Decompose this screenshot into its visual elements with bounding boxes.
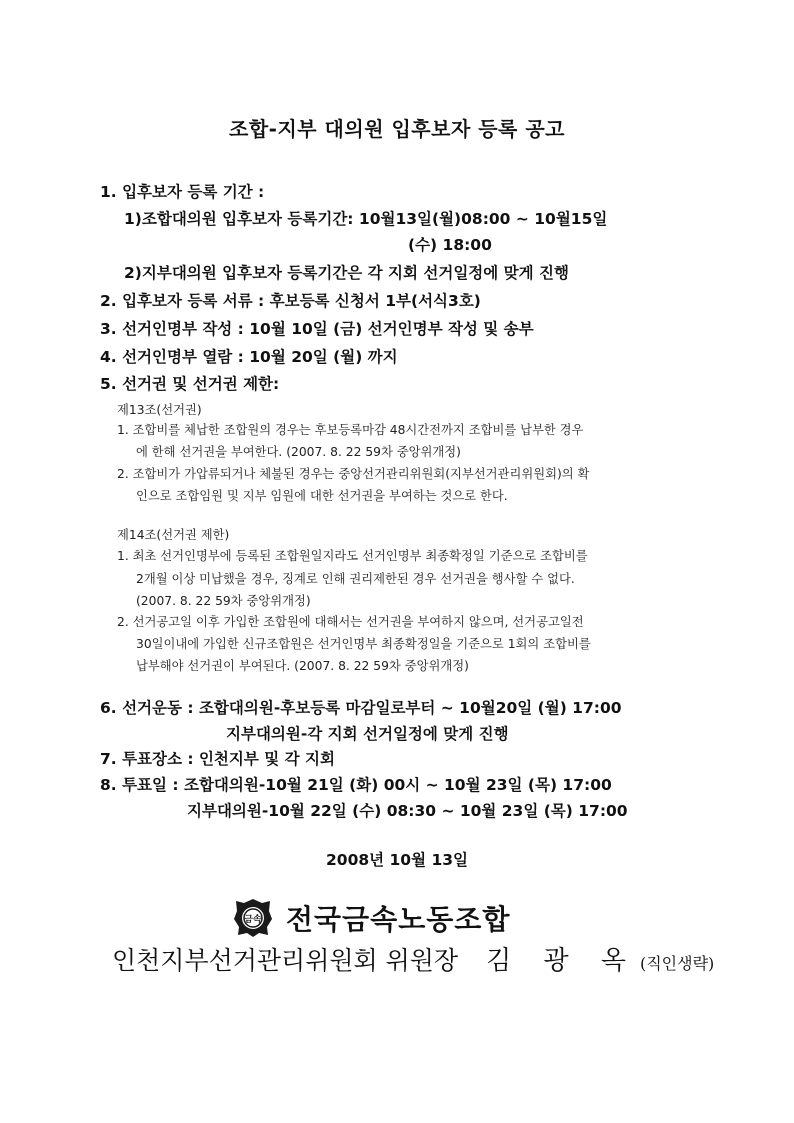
section-1-item-2: 2)지부대의원 입후보자 등록기간은 각 지회 선거일정에 맞게 진행	[124, 264, 569, 282]
committee-signature	[112, 940, 714, 977]
article-14-line: 30일이내에 가입한 신규조합원은 선거인명부 최종확정일을 기준으로 1회의 조합비를	[136, 637, 591, 651]
union-emblem-icon	[232, 897, 274, 939]
section-7: 7. 투표장소 : 인천지부 및 각 지회	[100, 750, 335, 768]
section-4: 4. 선거인명부 열람 : 10월 20일 (월) 까지	[100, 348, 398, 366]
union-name: 전국금속노동조합	[286, 903, 511, 936]
article-13-line: 인으로 조합임원 및 지부 임원에 대한 선거권을 부여하는 것으로 한다.	[136, 489, 508, 503]
committee-title: 인천지부선거관리위원회 위원장	[112, 946, 459, 975]
article-14-line: 2. 선거공고일 이후 가입한 조합원에 대해서는 선거권을 부여하지 않으며, 선거공고일전	[117, 615, 584, 629]
article-13-title: 제13조(선거권)	[117, 403, 202, 417]
section-8-continued: 지부대의원-10월 22일 (수) 08:30 ~ 10월 23일 (목) 17:00	[187, 802, 628, 820]
article-14-line: (2007. 8. 22 59차 중앙위개정)	[136, 594, 311, 608]
article-14-line: 1. 최초 선거인명부에 등록된 조합원일지라도 선거인명부 최종확정일 기준으로 조합비를	[117, 549, 588, 563]
article-14-line: 납부해야 선거권이 부여된다. (2007. 8. 22 59차 중앙위개정)	[136, 659, 469, 673]
article-14-line: 2개월 이상 미납했을 경우, 징계로 인해 권리제한된 경우 선거권을 행사할 수 없다.	[136, 572, 575, 586]
section-5-heading: 5. 선거권 및 선거권 제한:	[100, 375, 280, 393]
article-13-line: 2. 조합비가 가압류되거나 체불된 경우는 중앙선거관리위원회(지부선거관리위원회)의 확	[117, 467, 590, 481]
section-2: 2. 입후보자 등록 서류 : 후보등록 신청서 1부(서식3호)	[100, 292, 481, 310]
page-title: 조합-지부 대의원 입후보자 등록 공고	[229, 117, 565, 141]
section-1-item-1: 1)조합대의원 입후보자 등록기간: 10월13일(월)08:00 ~ 10월15일	[124, 210, 608, 228]
section-6-continued: 지부대의원-각 지회 선거일정에 맞게 진행	[226, 725, 509, 743]
emblem-text: 금속	[244, 915, 262, 925]
section-6: 6. 선거운동 : 조합대의원-후보등록 마감일로부터 ~ 10월20일 (월) 17:00	[100, 699, 622, 717]
chairperson-name: 김 광 옥	[486, 946, 638, 976]
section-1-heading: 1. 입후보자 등록 기간 :	[100, 183, 265, 201]
union-logo	[232, 893, 510, 943]
article-13-line: 에 한해 선거권을 부여한다. (2007. 8. 22 59차 중앙위개정)	[136, 445, 461, 459]
seal-omitted-note: (직인생략)	[639, 954, 715, 973]
section-8: 8. 투표일 : 조합대의원-10월 21일 (화) 00시 ~ 10월 23일 (목) 17:00	[100, 776, 612, 794]
article-13-line: 1. 조합비를 체납한 조합원의 경우는 후보등록마감 48시간전까지 조합비를 납부한 경우	[117, 423, 584, 437]
announcement-date: 2008년 10월 13일	[326, 851, 468, 869]
section-3: 3. 선거인명부 작성 : 10월 10일 (금) 선거인명부 작성 및 송부	[100, 320, 534, 338]
article-14-title: 제14조(선거권 제한)	[117, 528, 230, 542]
section-1-item-1-continued: (수) 18:00	[408, 236, 492, 254]
